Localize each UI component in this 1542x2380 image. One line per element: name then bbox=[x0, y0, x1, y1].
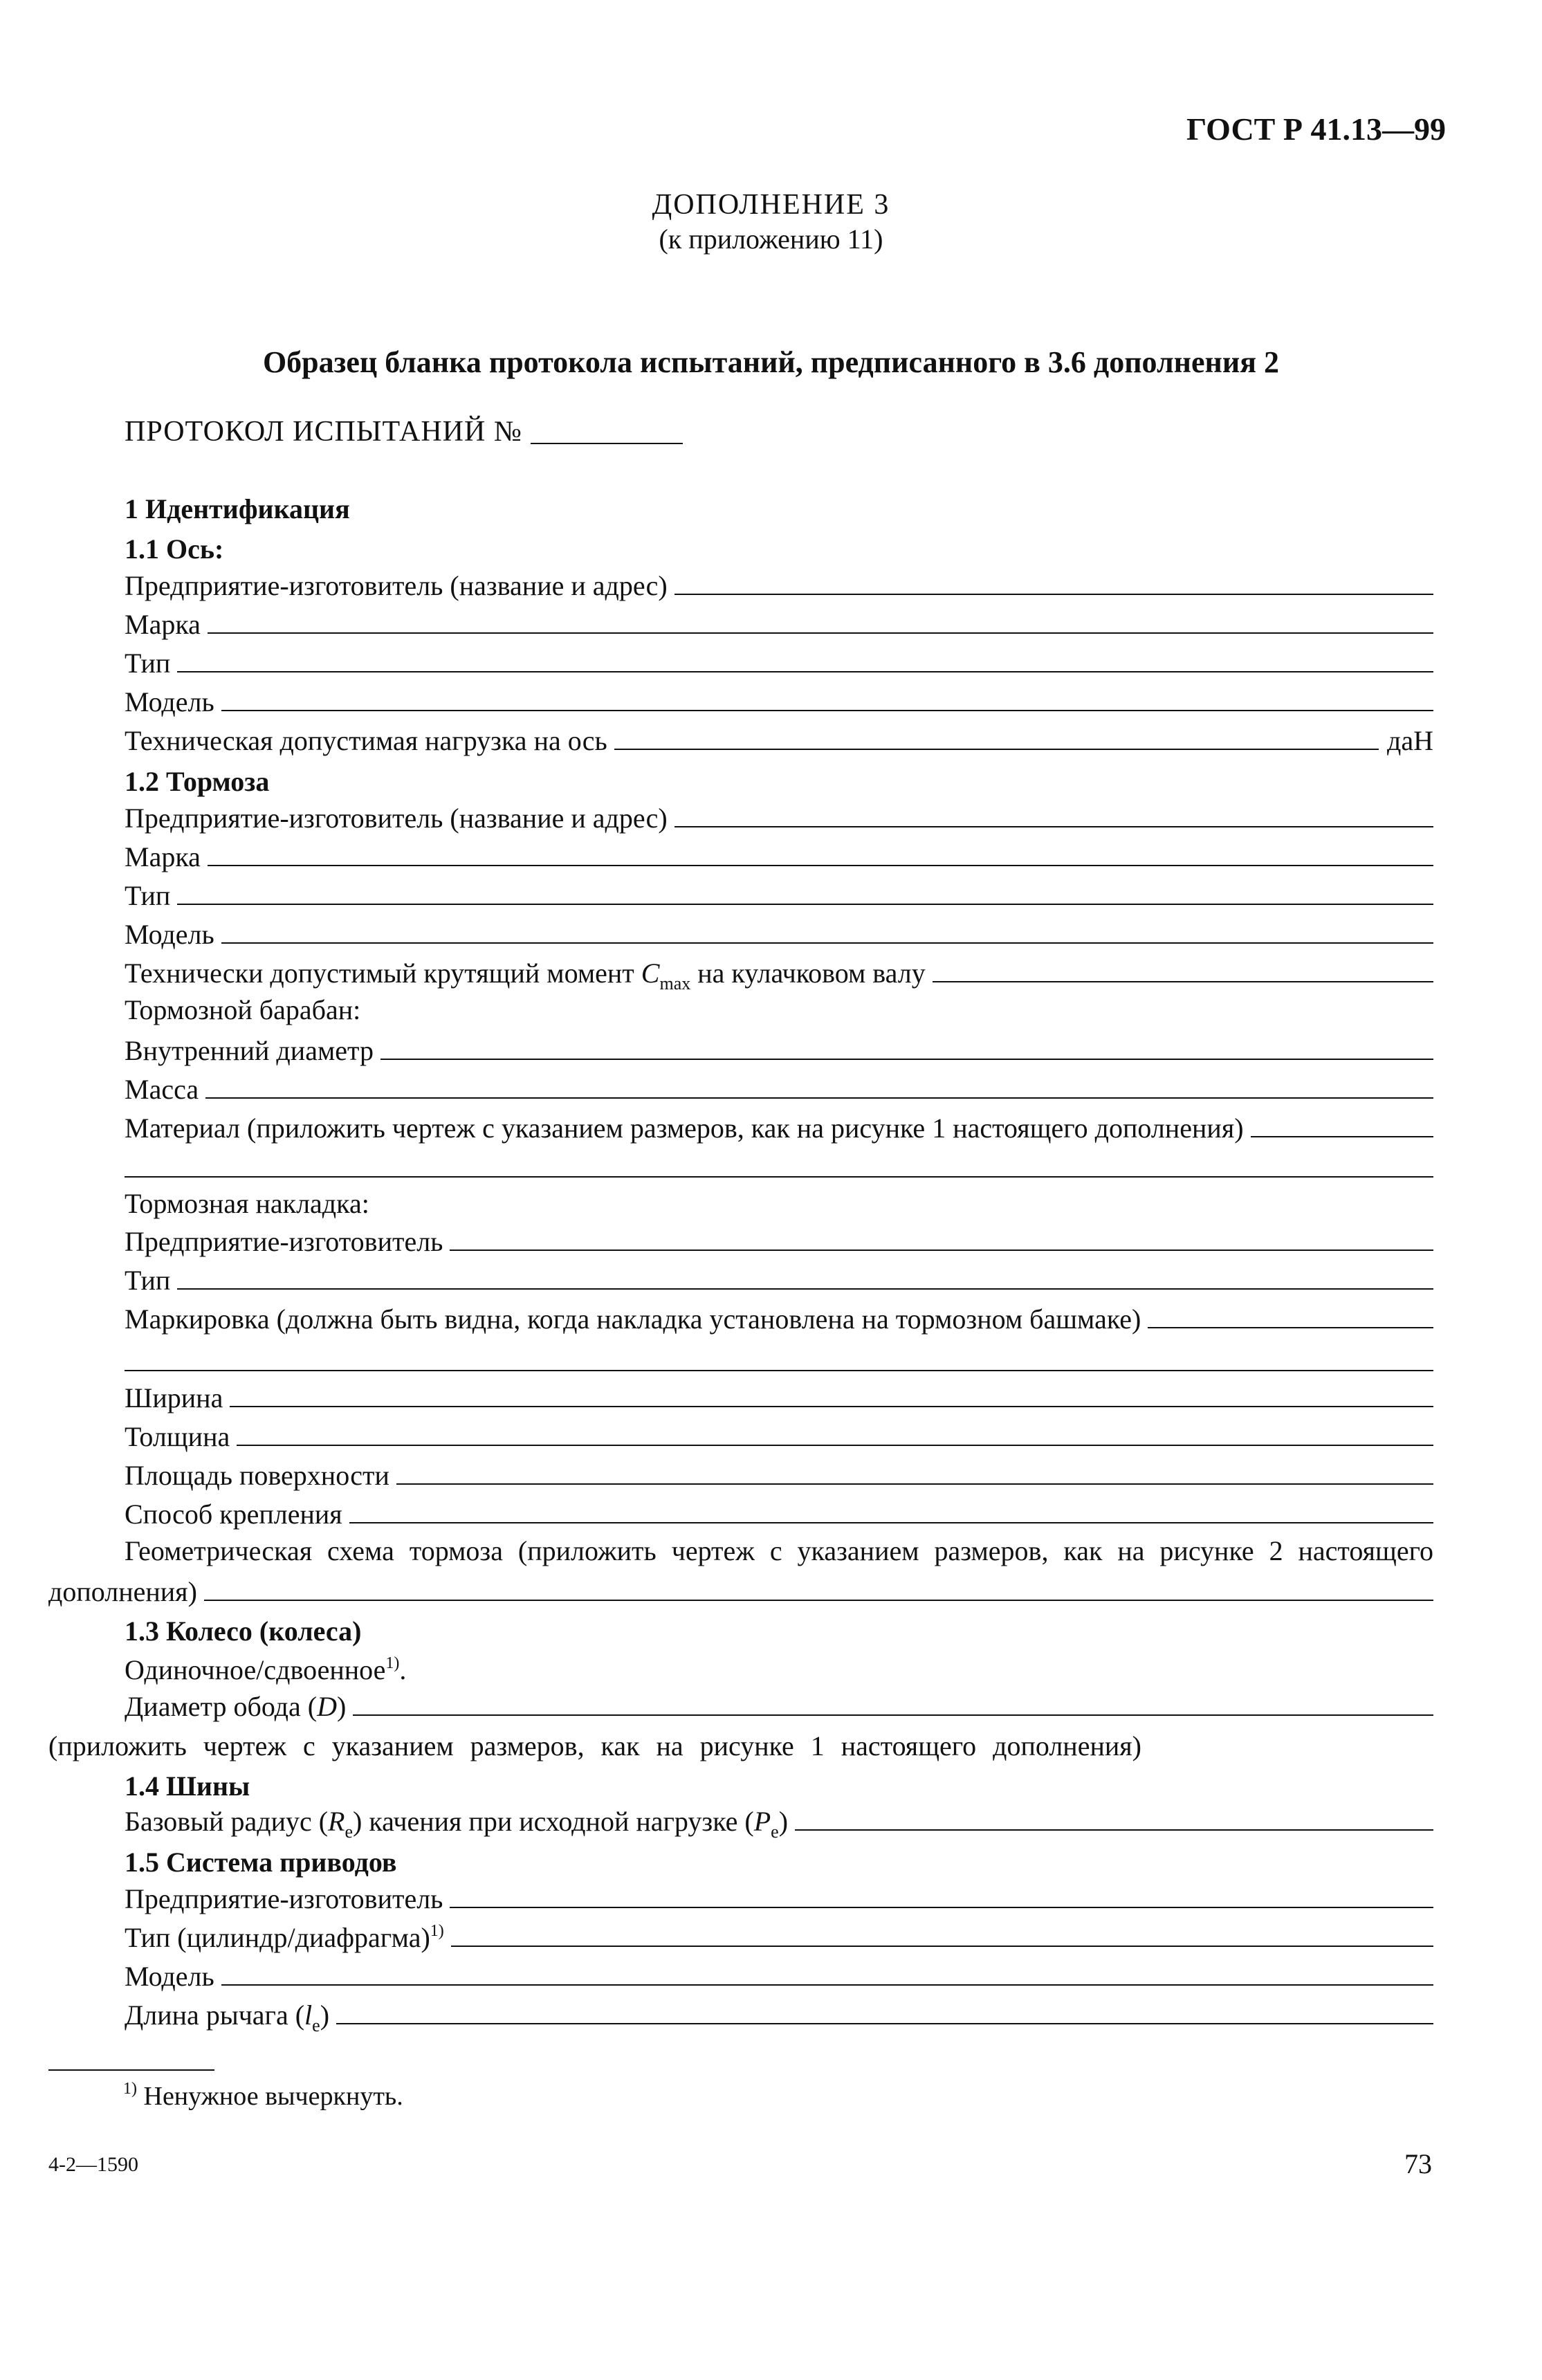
axle-brand-field[interactable] bbox=[208, 632, 1433, 634]
rolling-radius-field[interactable] bbox=[795, 1829, 1433, 1831]
page-number: 73 bbox=[1404, 2148, 1432, 2179]
field-label bbox=[125, 1805, 789, 1842]
brakes-manufacturer-row bbox=[125, 796, 1433, 834]
torque-label-end: на кулачковом валу bbox=[697, 958, 926, 989]
axle-brand-row bbox=[125, 602, 1433, 641]
drum-material-row bbox=[125, 1106, 1433, 1144]
lever-length-field[interactable] bbox=[336, 2023, 1433, 2024]
lining-marking-field-continuation[interactable] bbox=[125, 1370, 1433, 1371]
brakes-model-row bbox=[125, 912, 1433, 951]
print-code: 4-2—1590 bbox=[48, 2153, 138, 2176]
field-label: Тип bbox=[125, 1265, 171, 1296]
drum-label: Тормозной барабан: bbox=[125, 994, 361, 1025]
lining-type-row bbox=[125, 1258, 1433, 1297]
axle-model-field[interactable] bbox=[221, 710, 1433, 711]
brakes-brand-field[interactable] bbox=[208, 865, 1433, 866]
field-label: Ширина bbox=[125, 1382, 223, 1413]
geometry-row bbox=[48, 1569, 1433, 1608]
field-label: Предприятие-изготовитель (название и адрес) bbox=[125, 570, 668, 601]
form-title: Образец бланка протокола испытаний, предписанного в 3.6 дополнения 2 bbox=[262, 345, 1280, 379]
drum-mass-row bbox=[125, 1067, 1433, 1106]
drum-diameter-field[interactable] bbox=[380, 1059, 1433, 1060]
actuation-type-row bbox=[125, 1915, 1433, 1954]
axle-load-field[interactable] bbox=[614, 749, 1379, 750]
footnote bbox=[123, 2081, 403, 2112]
lever-length-row bbox=[125, 1993, 1433, 2035]
brakes-model-field[interactable] bbox=[221, 942, 1433, 944]
drum-diameter-row bbox=[125, 1028, 1433, 1067]
lining-area-row bbox=[125, 1453, 1433, 1492]
lining-area-field[interactable] bbox=[396, 1483, 1433, 1485]
radius-label-mid: ) качения при исходной нагрузке ( bbox=[353, 1806, 754, 1837]
geometry-text: Геометрическая схема тормоза (приложить чертеж с указанием размеров, как на рисунке 2 настоящего bbox=[125, 1535, 1433, 1566]
field-label bbox=[125, 957, 926, 994]
protocol-number-field[interactable] bbox=[531, 419, 683, 444]
drum-material-field-continuation[interactable] bbox=[125, 1176, 1433, 1178]
radius-label-end: ) bbox=[778, 1806, 789, 1837]
field-label: Марка bbox=[125, 841, 201, 872]
brakes-brand-row bbox=[125, 834, 1433, 873]
supplement-subtitle: (к приложению 11) bbox=[659, 223, 883, 255]
brakes-heading: 1.2 Тормоза bbox=[125, 766, 270, 797]
actuation-model-field[interactable] bbox=[221, 1984, 1433, 1986]
torque-symbol: C bbox=[641, 958, 660, 989]
axle-type-field[interactable] bbox=[177, 671, 1433, 672]
lining-width-row bbox=[125, 1375, 1433, 1414]
footnote-ref: 1) bbox=[385, 1654, 400, 1672]
rim-diameter-field[interactable] bbox=[353, 1714, 1433, 1716]
drum-mass-field[interactable] bbox=[205, 1097, 1433, 1099]
axle-manufacturer-row bbox=[125, 563, 1433, 602]
axle-manufacturer-field[interactable] bbox=[674, 594, 1433, 595]
brakes-type-field[interactable] bbox=[177, 904, 1433, 905]
brakes-manufacturer-field[interactable] bbox=[674, 826, 1433, 827]
load-symbol: P bbox=[753, 1806, 771, 1837]
field-label: Предприятие-изготовитель (название и адрес) bbox=[125, 803, 668, 834]
actuation-manufacturer-field[interactable] bbox=[450, 1907, 1433, 1908]
single-dual-label: Одиночное/сдвоенное bbox=[125, 1654, 386, 1685]
field-label bbox=[125, 1690, 346, 1723]
lining-thickness-field[interactable] bbox=[237, 1445, 1433, 1446]
load-subscript: e bbox=[771, 1822, 779, 1842]
field-label: Масса bbox=[125, 1074, 199, 1105]
field-label: Площадь поверхности bbox=[125, 1460, 389, 1491]
standard-code: ГОСТ Р 41.13—99 bbox=[1186, 111, 1446, 147]
tyres-heading: 1.4 Шины bbox=[125, 1770, 250, 1802]
footnote-mark: 1) bbox=[123, 2080, 137, 2098]
wheels-heading: 1.3 Колесо (колеса) bbox=[125, 1615, 362, 1647]
single-dual-end: . bbox=[399, 1654, 407, 1685]
geometry-field[interactable] bbox=[204, 1600, 1433, 1601]
lining-fixing-row bbox=[125, 1492, 1433, 1530]
torque-label-start: Технически допустимый крутящий момент bbox=[125, 958, 634, 989]
footnote-text: Ненужное вычеркнуть. bbox=[143, 2082, 403, 2111]
protocol-label: ПРОТОКОЛ ИСПЫТАНИЙ № bbox=[125, 416, 522, 448]
unit-label: даН bbox=[1387, 725, 1433, 756]
brakes-torque-field[interactable] bbox=[933, 981, 1433, 982]
supplement-title: ДОПОЛНЕНИЕ 3 bbox=[652, 189, 890, 221]
actuation-manufacturer-row bbox=[125, 1876, 1433, 1915]
field-label: Толщина bbox=[125, 1421, 230, 1452]
rim-diameter-row bbox=[125, 1684, 1433, 1723]
field-label bbox=[125, 1921, 444, 1954]
actuation-type-field[interactable] bbox=[451, 1946, 1433, 1947]
lining-fixing-field[interactable] bbox=[349, 1522, 1433, 1523]
field-label: Предприятие-изготовитель bbox=[125, 1226, 443, 1257]
field-label: Внутренний диаметр bbox=[125, 1035, 374, 1066]
brakes-type-row bbox=[125, 873, 1433, 912]
field-label: дополнения) bbox=[48, 1576, 197, 1607]
rim-label-end: ) bbox=[337, 1691, 347, 1722]
axle-type-row bbox=[125, 641, 1433, 679]
field-label: Модель bbox=[125, 1961, 214, 1992]
section-identification-heading: 1 Идентификация bbox=[125, 493, 350, 524]
lever-subscript: e bbox=[312, 2015, 320, 2035]
footnote-separator bbox=[48, 2069, 214, 2071]
radius-label-start: Базовый радиус ( bbox=[125, 1806, 329, 1837]
actuation-type-label: Тип (цилиндр/диафрагма) bbox=[125, 1922, 430, 1953]
radius-subscript: e bbox=[345, 1822, 354, 1842]
axle-heading: 1.1 Ось: bbox=[125, 533, 224, 565]
lining-label: Тормозная накладка: bbox=[125, 1188, 369, 1219]
brakes-torque-row bbox=[125, 951, 1433, 994]
field-label: Тип bbox=[125, 648, 171, 679]
actuation-model-row bbox=[125, 1954, 1433, 1993]
field-label: Предприятие-изготовитель bbox=[125, 1883, 443, 1914]
rim-symbol: D bbox=[317, 1691, 337, 1722]
lining-type-field[interactable] bbox=[177, 1288, 1433, 1290]
single-dual-text bbox=[125, 1654, 406, 1686]
field-label: Маркировка (должна быть видна, когда накладка установлена на тормозном башмаке) bbox=[125, 1303, 1141, 1335]
lining-width-field[interactable] bbox=[230, 1406, 1433, 1407]
field-label: Тип bbox=[125, 880, 171, 911]
footnote-ref: 1) bbox=[430, 1922, 444, 1940]
radius-symbol: R bbox=[328, 1806, 345, 1837]
lining-marking-row bbox=[125, 1297, 1433, 1335]
field-label: Марка bbox=[125, 609, 201, 640]
field-label bbox=[125, 1999, 330, 2035]
field-label: Материал (приложить чертеж с указанием размеров, как на рисунке 1 настоящего дополнения) bbox=[125, 1113, 1244, 1144]
rim-drawing-note: (приложить чертеж с указанием размеров, как на рисунке 1 настоящего дополнения) bbox=[48, 1730, 1141, 1761]
rim-label-start: Диаметр обода ( bbox=[125, 1691, 318, 1722]
axle-load-row bbox=[125, 718, 1433, 757]
lining-manufacturer-row bbox=[125, 1219, 1433, 1258]
drum-material-field[interactable] bbox=[1251, 1136, 1433, 1137]
protocol-number-row bbox=[125, 415, 683, 448]
lining-thickness-row bbox=[125, 1414, 1433, 1453]
field-label: Способ крепления bbox=[125, 1499, 342, 1530]
lever-label-end: ) bbox=[320, 1999, 330, 2031]
torque-subscript: max bbox=[659, 973, 691, 994]
lever-label-start: Длина рычага ( bbox=[125, 1999, 305, 2031]
lever-symbol: l bbox=[304, 1999, 313, 2031]
field-label: Техническая допустимая нагрузка на ось bbox=[125, 725, 607, 756]
field-label: Модель bbox=[125, 919, 214, 950]
rolling-radius-row bbox=[125, 1799, 1433, 1842]
field-label: Модель bbox=[125, 686, 214, 717]
lining-marking-field[interactable] bbox=[1148, 1327, 1433, 1328]
axle-model-row bbox=[125, 679, 1433, 718]
lining-manufacturer-field[interactable] bbox=[450, 1250, 1433, 1251]
actuation-heading: 1.5 Система приводов bbox=[125, 1847, 397, 1878]
